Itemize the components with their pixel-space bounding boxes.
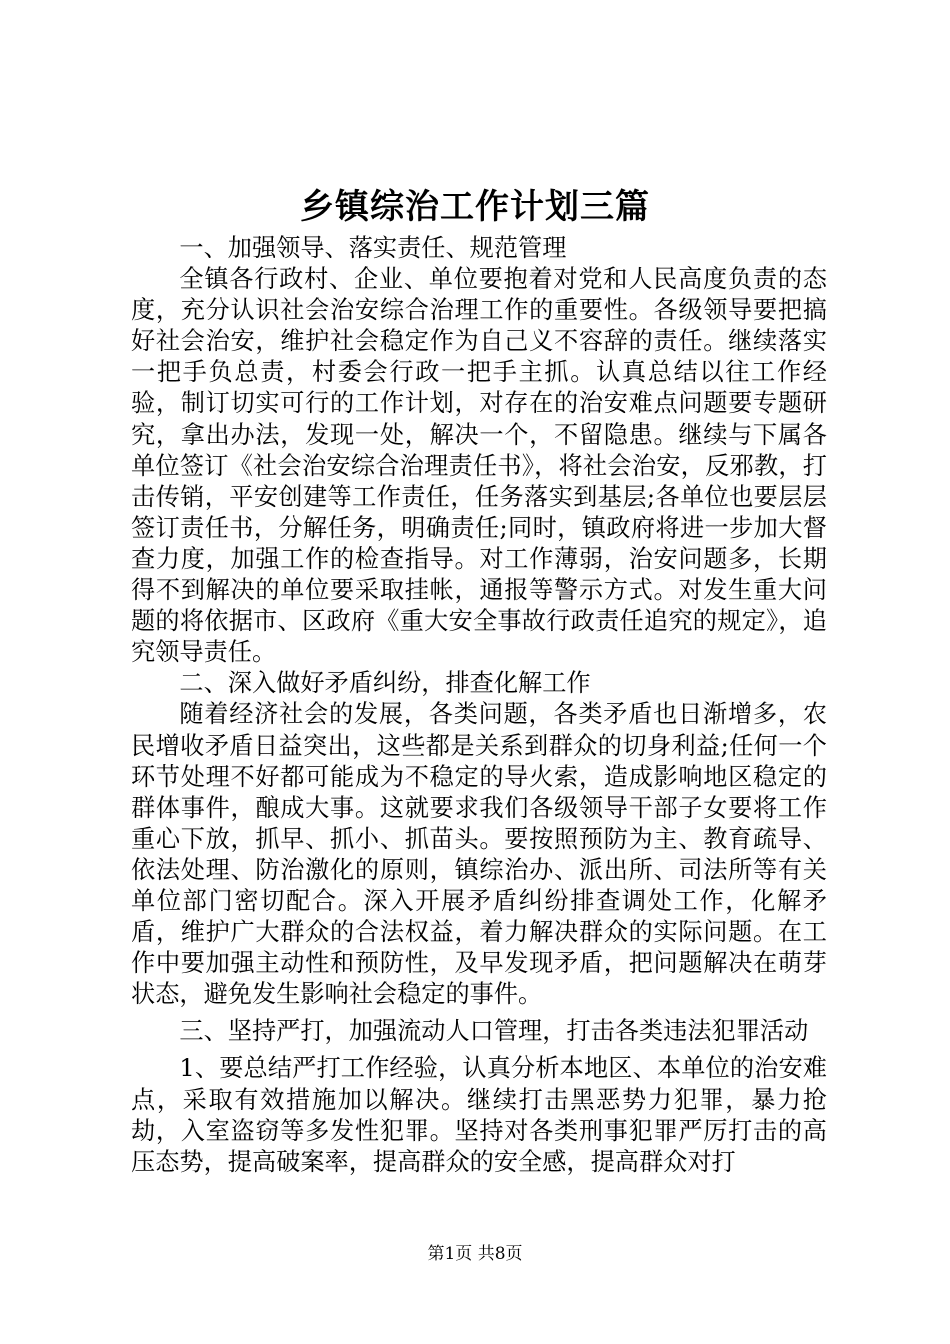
paragraph-3: 1、要总结严打工作经验，认真分析本地区、本单位的治安难点，采取有效措施加以解决。继续打击黑恶势力犯罪，暴力抢劫，入室盗窃等多发性犯罪。坚持对各类刑事犯罪严厉打击的高压态势，提高破案率，提高群众的安全感，提高群众对打 <box>131 1054 827 1176</box>
paragraph-1: 全镇各行政村、企业、单位要抱着对党和人民高度负责的态度，充分认识社会治安综合治理工作的重要性。各级领导要把搞好社会治安，维护社会稳定作为自己义不容辞的责任。继续落实一把手负总责，村委会行政一把手主抓。认真总结以往工作经验，制订切实可行的工作计划，对存在的治安难点问题要专题研究，拿出办法，发现一处，解决一个，不留隐患。继续与下属各单位签订《社会治安综合治理责任书》，将社会治安，反邪教，打击传销，平安创建等工作责任，任务落实到基层;各单位也要层层签订责任书，分解任务，明确责任;同时，镇政府将进一步加大督查力度，加强工作的检查指导。对工作薄弱，治安问题多，长期得不到解决的单位要采取挂帐，通报等警示方式。对发生重大问题的将依据市、区政府《重大安全事故行政责任追究的规定》，追究领导责任。 <box>131 265 827 667</box>
section-heading-2: 二、深入做好矛盾纠纷，排查化解工作 <box>179 669 591 698</box>
section-heading-3: 三、坚持严打，加强流动人口管理，打击各类违法犯罪活动 <box>179 1017 809 1046</box>
document-title: 乡镇综治工作计划三篇 <box>300 187 650 227</box>
section-heading-1: 一、加强领导、落实责任、规范管理 <box>179 234 567 262</box>
paragraph-2: 随着经济社会的发展，各类问题，各类矛盾也日渐增多，农民增收矛盾日益突出，这些都是关系到群众的切身利益;任何一个环节处理不好都可能成为不稳定的导火索，造成影响地区稳定的群体事件，酿成大事。这就要求我们各级领导干部子女要将工作重心下放，抓早、抓小、抓苗头。要按照预防为主、教育疏导、依法处理、防治激化的原则，镇综治办、派出所、司法所等有关单位部门密切配合。深入开展矛盾纠纷排查调处工作，化解矛盾，维护广大群众的合法权益，着力解决群众的实际问题。在工作中要加强主动性和预防性，及早发现矛盾，把问题解决在萌芽状态，避免发生影响社会稳定的事件。 <box>131 700 827 1009</box>
document-body <box>131 233 827 1178</box>
page-footer: 第1页 共8页 <box>427 1244 523 1264</box>
